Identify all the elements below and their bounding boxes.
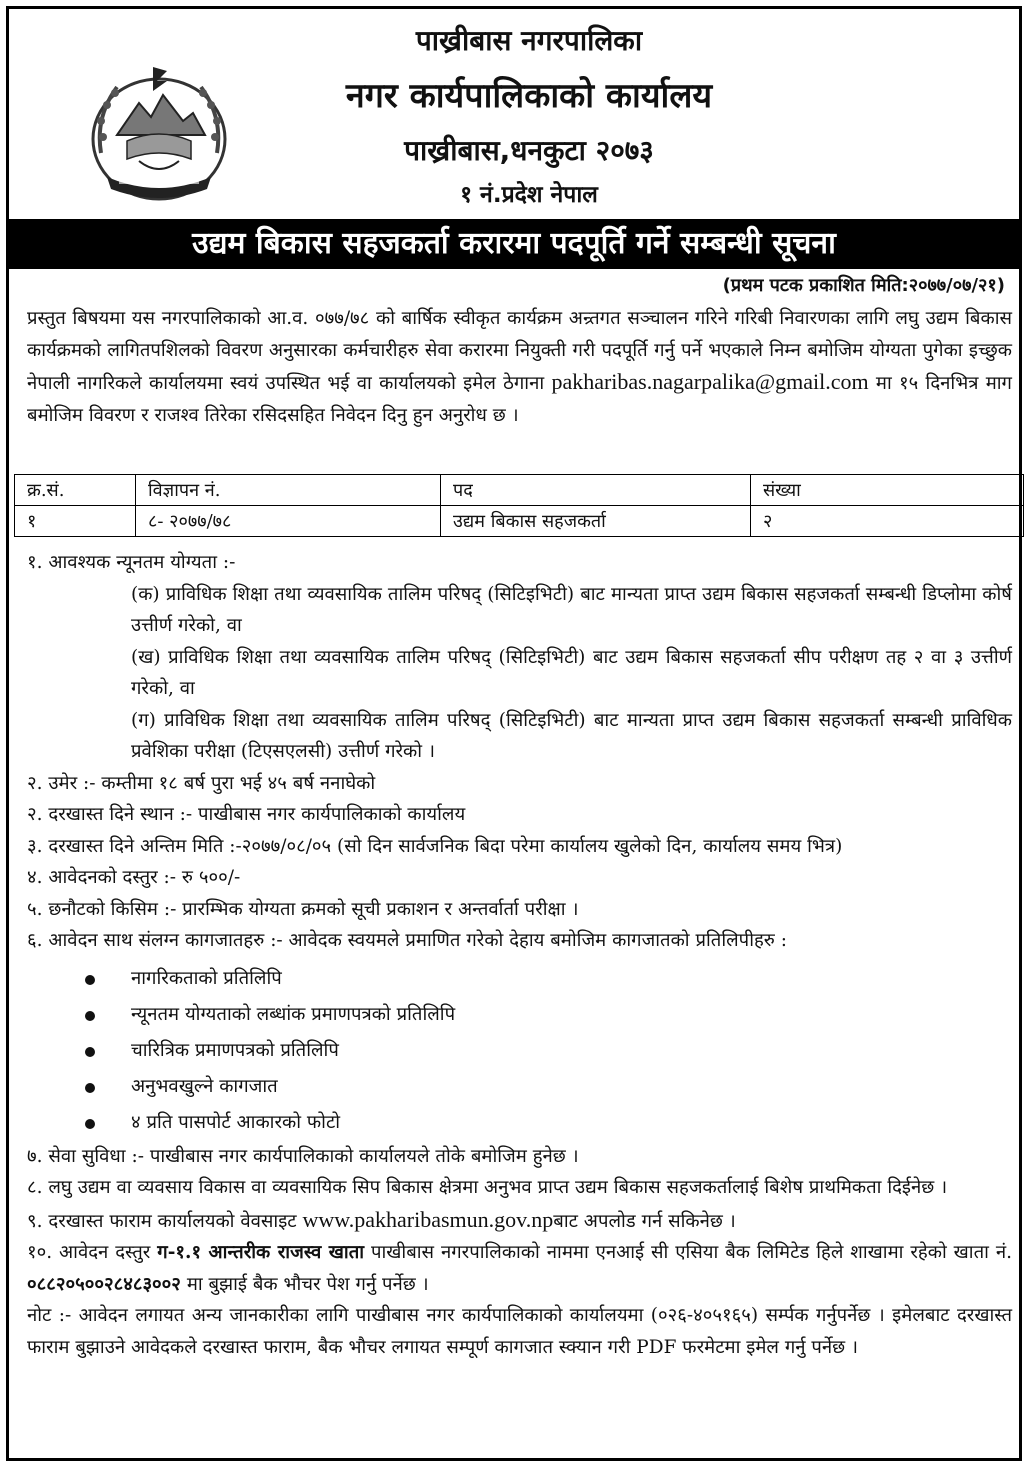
notice-page bbox=[6, 6, 1022, 1461]
section-payment bbox=[27, 1237, 1012, 1300]
list-item-label: ४ प्रति पासपोर्ट आकारको फोटो bbox=[131, 1111, 341, 1133]
list-item bbox=[27, 961, 1012, 997]
table-cell: २ bbox=[751, 506, 1024, 537]
bank-account-number: ०८८२०५००२८४८३००२ bbox=[27, 1273, 181, 1295]
list-item-label: न्यूनतम योग्यताको लब्धांक प्रमाणपत्रको प्रतिलिपि bbox=[131, 1003, 456, 1025]
download-text-end: बाट अपलोड गर्न सकिनेछ । bbox=[553, 1210, 736, 1232]
list-item bbox=[27, 997, 1012, 1033]
table-cell: ८- २०७७/७८ bbox=[136, 506, 441, 537]
section-documents: ६. आवेदन साथ संलग्न कागजातहरु :- आवेदक स्वयमले प्रमाणित गरेको देहाय बमोजिम कागजातको प्रतिलिपीहरु : bbox=[27, 930, 787, 951]
municipality-name: पाख्रीबास नगरपालिका bbox=[415, 24, 643, 57]
section-priority: ८. लघु उद्यम वा व्यवसाय विकास वा व्यवसायिक सिप बिकास क्षेत्रमा अनुभव प्राप्त उद्यम बिकास सहजकर्तालाई बिशेष प्राथमिकता दिईनेछ । bbox=[27, 1177, 948, 1198]
payment-text: १०. आवेदन दस्तुर bbox=[27, 1242, 151, 1263]
section-deadline: ३. दरखास्त दिने अन्तिम मिति :-२०७७/०८/०५ (सो दिन सार्वजनिक बिदा परेमा कार्यालय खुलेको दिन, कार्यालय समय भित्र) bbox=[27, 835, 843, 857]
table-header-cell: संख्या bbox=[751, 475, 1024, 506]
office-address: पाख्रीबास,धनकुटा २०७३ bbox=[404, 134, 654, 167]
qualification-item-kha: (ख) प्राविधिक शिक्षा तथा व्यवसायिक तालिम परिषद् (सिटिइभिटी) बाट उद्यम बिकास सहजकर्ता सीप परीक्षण तह २ वा ३ उत्तीर्ण गरेको, वा bbox=[131, 646, 1012, 699]
intro-paragraph bbox=[27, 303, 1012, 431]
list-item bbox=[27, 1069, 1012, 1105]
bullet-icon bbox=[85, 1119, 95, 1129]
notice-body bbox=[27, 547, 1012, 1363]
office-name: नगर कार्यपालिकाको कार्यालय bbox=[345, 76, 713, 116]
province-name: १ नं.प्रदेश नेपाल bbox=[460, 182, 598, 208]
nepal-emblem-icon bbox=[87, 57, 231, 205]
intro-text: प्रस्तुत बिषयमा यस नगरपालिकाको आ.व. ०७७/७८ को बार्षिक स्वीकृत कार्यक्रम अन्र्तगत सञ्चालन गरिने गरिबी निवारणका लागि लघु उद्यम बिकास कार्यक्रमको लागितपशिलको विवरण अनुसारका कर्मचारीहरु सेवा करारमा नियुक्ती गरी पदपूर्ति गर्नु पर्ने भएकाले निम्न बमोजिम योग्यता पुगेका इच्छुक नेपाली नागरिकले कार्यालयमा स्वयं उपस्थित भई वा कार्यालयको इमेल ठेगाना bbox=[27, 308, 1012, 394]
section-note: नोट :- आवेदन लगायत अन्य जानकारीका लागि पाखीबास नगर कार्यपालिकाको कार्यालयमा (०२६-४०५१६५) सर्म्पक गर्नुपर्नेछ । इमेलबाट दरखास्त फाराम बुझाउने आवेदकले दरखास्त फाराम, बैक भौचर लगायत सम्पूर्ण कागजात स्क्यान गरी PDF फरमेटमा इमेल गर्नु पर्नेछ । bbox=[27, 1305, 1012, 1358]
section-age: २. उमेर :- कम्तीमा १८ बर्ष पुरा भई ४५ बर्ष ननाघेको bbox=[27, 772, 376, 794]
bullet-icon bbox=[85, 1083, 95, 1093]
list-item-label: अनुभवखुल्ने कागजात bbox=[131, 1075, 278, 1097]
bullet-icon bbox=[85, 1047, 95, 1057]
list-item-label: चारित्रिक प्रमाणपत्रको प्रतिलिपि bbox=[131, 1039, 339, 1061]
notice-title-banner: उद्यम बिकास सहजकर्ता करारमा पदपूर्ति गर्ने सम्बन्धी सूचना bbox=[9, 219, 1019, 269]
table-header-cell: विज्ञापन नं. bbox=[136, 475, 441, 506]
vacancy-table bbox=[14, 474, 1024, 537]
table-header-row bbox=[15, 475, 1024, 506]
qualification-item-ga: (ग) प्राविधिक शिक्षा तथा व्यवसायिक तालिम परिषद् (सिटिइभिटी) बाट मान्यता प्राप्त उद्यम बिकास सहजकर्ता सम्बन्धी प्राविधिक प्रवेशिका परीक्षा (टिएसएलसी) उत्तीर्ण गरेको । bbox=[131, 709, 1012, 762]
download-text: ९. दरखास्त फाराम कार्यालयको वेवसाइट bbox=[27, 1210, 297, 1232]
documents-list bbox=[27, 961, 1012, 1141]
published-date: (प्रथम पटक प्रकाशित मिति:२०७७/०७/२१) bbox=[722, 275, 1005, 296]
list-item bbox=[27, 1105, 1012, 1141]
table-header-cell: क्र.सं. bbox=[15, 475, 136, 506]
revenue-account-name: ग-१.१ आन्तरीक राजस्व खाता bbox=[157, 1242, 365, 1263]
section-selection: ५. छनौटको किसिम :- प्रारम्भिक योग्यता क्रमको सूची प्रकाशन र अन्तर्वार्ता परीक्षा । bbox=[27, 898, 579, 920]
table-cell: १ bbox=[15, 506, 136, 537]
bullet-icon bbox=[85, 975, 95, 985]
section-fee: ४. आवेदनको दस्तुर :- रु ५००/- bbox=[27, 867, 241, 888]
payment-text-end: मा बुझाई बैक भौचर पेश गर्नु पर्नेछ । bbox=[186, 1273, 429, 1295]
office-email-link[interactable]: pakharibas.nagarpalika@gmail.com bbox=[551, 369, 869, 394]
section-application-place: २. दरखास्त दिने स्थान :- पाखीबास नगर कार्यपालिकाको कार्यालय bbox=[27, 804, 466, 825]
notice-header bbox=[9, 9, 1019, 215]
list-item bbox=[27, 1033, 1012, 1069]
qualification-item-ka: (क) प्राविधिक शिक्षा तथा व्यवसायिक तालिम परिषद् (सिटिइभिटी) बाट मान्यता प्राप्त उद्यम बिकास सहजकर्ता सम्बन्धी डिप्लोमा कोर्ष उत्तीर्ण गरेको, वा bbox=[131, 583, 1012, 636]
table-cell: उद्यम बिकास सहजकर्ता bbox=[441, 506, 751, 537]
table-row bbox=[15, 506, 1024, 537]
list-item-label: नागरिकताको प्रतिलिपि bbox=[131, 967, 282, 989]
website-link[interactable]: www.pakharibasmun.gov.np bbox=[302, 1206, 554, 1232]
section-download bbox=[27, 1204, 1012, 1238]
section-service: ७. सेवा सुविधा :- पाखीबास नगर कार्यपालिकाको कार्यालयले तोके बमोजिम हुनेछ । bbox=[27, 1145, 579, 1167]
section-qualification-title: १. आवश्यक न्यूनतम योग्यता :- bbox=[27, 552, 236, 573]
bullet-icon bbox=[85, 1011, 95, 1021]
intro-text-end: मा १५ दिनभित्र माग बमोजिम विवरण र राजश्व तिरेका रसिदसहित निवेदन दिनु हुन अनुरोध छ । bbox=[27, 373, 1012, 426]
table-header-cell: पद bbox=[441, 475, 751, 506]
payment-text-middle: पाखीबास नगरपालिकाको नाममा एनआई सी एसिया बैक लिमिटेड हिले शाखामा रहेको खाता नं. bbox=[370, 1242, 1012, 1263]
